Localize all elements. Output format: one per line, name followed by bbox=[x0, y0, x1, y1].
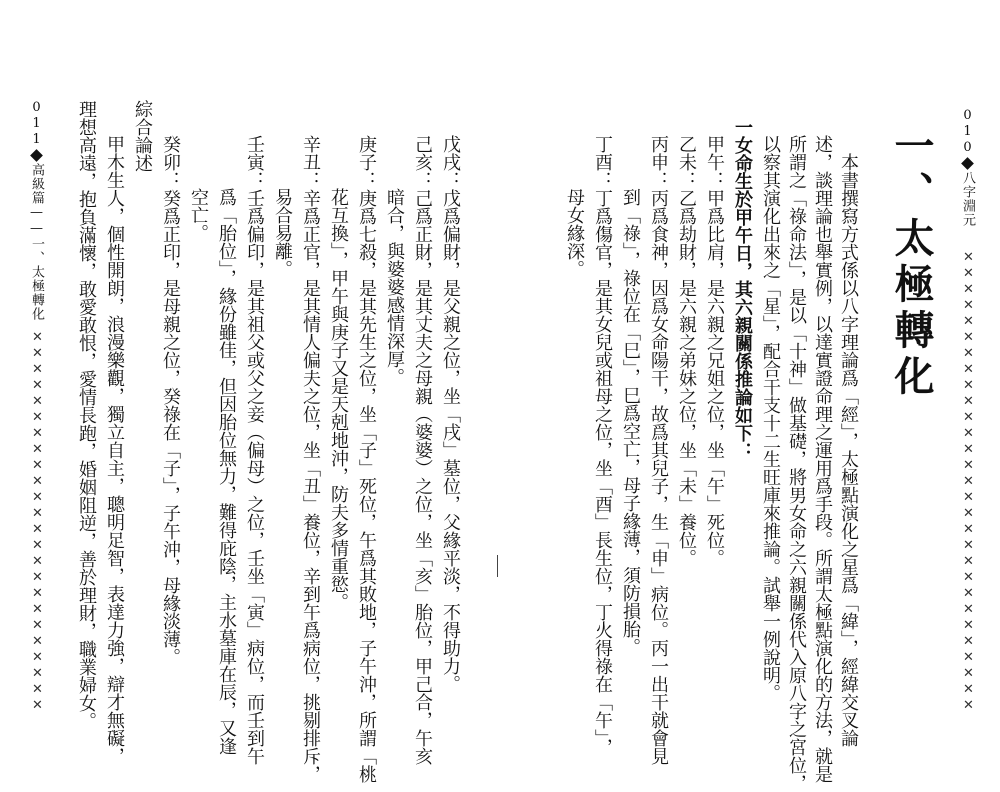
entry-line: 辛丑：辛爲正官，是其情人偏夫之位，坐「丑」養位，辛到午爲病位，挑剔排斥， bbox=[300, 135, 321, 783]
right-page-header bbox=[961, 108, 974, 227]
entry-line: 母女緣深。 bbox=[564, 188, 585, 278]
paragraph-line: 本書撰寫方式係以八字理論爲「經」，太極點演化之星爲「緯」，經緯交叉論 bbox=[838, 153, 859, 747]
right-page bbox=[500, 0, 1000, 792]
summary-line: 理想高遠，抱負滿懷，敢愛敢恨，愛情長跑，婚姻阻逆，善於理財，職業婦女。 bbox=[76, 100, 97, 730]
left-page-header bbox=[30, 100, 43, 321]
star-rule: ✕✕✕✕✕✕✕✕✕✕✕✕✕✕✕✕✕✕✕✕✕✕✕✕ bbox=[30, 330, 45, 714]
entry-line: 乙未：乙爲劫財，是六親之弟妹之位，坐「未」養位。 bbox=[676, 135, 697, 567]
paragraph-line: 所謂之「祿命法」，是以「十神」做基礎，將男女命之六親關係代入原八字之宮位， bbox=[786, 135, 807, 792]
entry-line: 壬寅：壬爲偏印，是其祖父或父之妾（偏母）之位，壬坐「寅」病位，而壬到午 bbox=[244, 135, 265, 765]
entry-line: 丁酉：丁爲傷官，是其女兒或祖母之位，坐「酉」長生位，丁火得祿在「午」， bbox=[592, 135, 613, 756]
paragraph-line: 述，談理論也舉實例，以達實證命理之運用爲手段。所謂太極點演化的方法，就是 bbox=[812, 135, 833, 783]
paragraph-line: 以察其演化出來之「星」，配合干支十二生旺庫來推論。試舉一例說明。 bbox=[760, 135, 781, 702]
entry-line: 空亡。 bbox=[188, 188, 209, 242]
chapter-title: 一、太極轉化 bbox=[888, 125, 934, 401]
entry-line: 庚子：庚爲七殺，是其先生之位，坐「子」死位，午爲其敗地，子午沖，所謂「桃 bbox=[356, 135, 377, 783]
diamond-icon bbox=[961, 157, 974, 170]
running-title: 高級篇——一、太極轉化 bbox=[29, 163, 44, 321]
entry-line: 戊戌：戊爲偏財，是父親之位，坐「戌」墓位，父緣平淡，不得助力。 bbox=[440, 135, 461, 693]
section-heading: 一女命生於甲午日，其六親關係推論如下： bbox=[732, 118, 753, 460]
entry-line: 花互換」，甲午與庚子又是天剋地沖，防夫多情重慾。 bbox=[328, 188, 349, 611]
entry-line: 爲「胎位」，緣份雖佳，但因胎位無力，難得庇陰，主水墓庫在辰，又逢 bbox=[216, 188, 237, 755]
entry-line: 到「祿」，祿位在「巳」，巳爲空亡，母子緣薄，須防損胎。 bbox=[620, 188, 641, 656]
summary-heading: 綜合論述 bbox=[132, 100, 153, 172]
entry-line: 癸卯：癸爲正印，是母親之位，癸祿在「子」，子午沖，母緣淡薄。 bbox=[160, 135, 181, 666]
star-rule: ✕✕✕✕✕✕✕✕✕✕✕✕✕✕✕✕✕✕✕✕✕✕✕✕✕✕✕✕✕ bbox=[961, 250, 976, 714]
entry-line: 己亥：己爲正財，是其丈夫之母親（婆婆）之位，坐「亥」胎位，甲己合，午亥 bbox=[412, 135, 433, 765]
entry-line: 易合易離。 bbox=[272, 188, 293, 278]
running-title: 八字淵元 bbox=[960, 171, 975, 227]
summary-line: 甲木生人，個性開朗，浪漫樂觀，獨立自主，聰明足智，表達力強，辯才無礙， bbox=[104, 135, 125, 765]
diamond-icon bbox=[30, 149, 43, 162]
entry-line: 暗合，與婆婆感情深厚。 bbox=[384, 188, 405, 386]
entry-line: 丙申：丙爲食神，因爲女命陽干，故爲其兒子，生「申」病位。丙一出干就會見 bbox=[648, 135, 669, 765]
left-page bbox=[0, 0, 500, 783]
page-number: 010 bbox=[960, 108, 975, 156]
page-number: 011 bbox=[29, 100, 44, 148]
entry-line: 甲午：甲爲比肩，是六親之兄姐之位，坐「午」死位。 bbox=[704, 135, 725, 567]
